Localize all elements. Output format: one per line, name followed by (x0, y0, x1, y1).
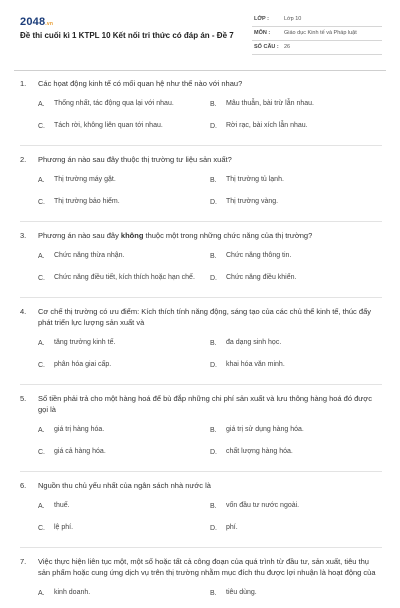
question-separator (20, 471, 382, 472)
option-letter: B. (210, 339, 217, 347)
option-letter: B. (210, 176, 217, 184)
option-letter: D. (210, 448, 217, 456)
option-text: kinh doanh. (54, 589, 91, 596)
question-number: 2. (20, 155, 27, 164)
answer-option[interactable] (38, 97, 210, 111)
option-text: Tách rời, không liên quan tới nhau. (54, 122, 163, 129)
answer-option[interactable] (38, 358, 210, 372)
answer-options (20, 249, 382, 293)
option-text: Chức năng điều tiết, kích thích hoặc hạn chế. (54, 274, 195, 281)
question-text (20, 480, 382, 491)
question-1 (0, 78, 400, 146)
option-letter: C. (38, 361, 45, 369)
answer-option[interactable] (38, 336, 210, 350)
page-header (0, 0, 400, 70)
question-body: Nguồn thu chủ yếu nhất của ngân sách nhà nước là (38, 481, 211, 490)
option-text: tiêu dùng. (226, 589, 257, 596)
option-letter: B. (210, 100, 217, 108)
meta-value: Lớp 10 (284, 16, 302, 22)
answer-options (20, 423, 382, 467)
option-letter: B. (210, 589, 217, 597)
option-letter: C. (38, 122, 45, 130)
option-letter: A. (38, 100, 45, 108)
option-letter: B. (210, 252, 217, 260)
question-text (20, 556, 382, 578)
question-text (20, 393, 382, 415)
answer-option[interactable] (38, 249, 210, 263)
option-text: Thị trường tủ lạnh. (226, 176, 284, 183)
option-text: Thị trường máy gặt. (54, 176, 116, 183)
option-text: Mâu thuẫn, bài trừ lẫn nhau. (226, 100, 314, 107)
answer-option[interactable] (38, 423, 210, 437)
answer-options (20, 173, 382, 217)
meta-row-class (252, 13, 382, 27)
option-letter: A. (38, 176, 45, 184)
meta-value: 26 (284, 44, 291, 50)
option-text: Thống nhất, tác động qua lại với nhau. (54, 100, 174, 107)
option-text: Chức năng thừa nhận. (54, 252, 125, 259)
question-body: Phương án nào sau đây thuộc thị trường tư liệu sản xuất? (38, 155, 232, 164)
option-text: vốn đầu tư nước ngoài. (226, 502, 300, 509)
question-number: 6. (20, 481, 27, 490)
answer-option[interactable] (210, 195, 382, 209)
option-text: Thị trường bảo hiểm. (54, 198, 120, 205)
option-letter: C. (38, 448, 45, 456)
option-text: phân hóa giai cấp. (54, 361, 112, 368)
option-letter: D. (210, 361, 217, 369)
option-letter: C. (38, 198, 45, 206)
answer-option[interactable] (38, 173, 210, 187)
question-text (20, 78, 382, 89)
option-letter: B. (210, 426, 217, 434)
meta-label: MÔN : (254, 30, 271, 36)
question-body: Các họat động kinh tế có mối quan hệ như thế nào với nhau? (38, 79, 243, 88)
question-7 (0, 556, 400, 608)
option-letter: D. (210, 198, 217, 206)
option-text: lệ phí. (54, 524, 74, 531)
answer-option[interactable] (210, 445, 382, 459)
option-text: chất lượng hàng hóa. (226, 448, 293, 455)
option-text: giá trị hàng hóa. (54, 426, 105, 433)
question-list (0, 78, 400, 608)
option-text: khai hóa văn minh. (226, 361, 285, 368)
question-6 (0, 480, 400, 548)
question-text (20, 306, 382, 328)
question-separator (20, 221, 382, 222)
option-letter: A. (38, 339, 45, 347)
answer-option[interactable] (38, 586, 210, 600)
answer-option[interactable] (210, 521, 382, 535)
option-text: phí. (226, 524, 238, 531)
answer-option[interactable] (210, 97, 382, 111)
option-letter: A. (38, 252, 45, 260)
answer-option[interactable] (38, 271, 210, 285)
question-3 (0, 230, 400, 298)
answer-option[interactable] (38, 119, 210, 133)
option-letter: A. (38, 502, 45, 510)
option-letter: A. (38, 589, 45, 597)
site-logo[interactable] (20, 16, 53, 28)
question-2 (0, 154, 400, 222)
option-text: Chức năng thông tin. (226, 252, 292, 259)
question-text (20, 230, 382, 241)
question-separator (20, 145, 382, 146)
answer-option[interactable] (38, 521, 210, 535)
answer-options (20, 97, 382, 141)
meta-row-count (252, 41, 382, 55)
question-body: Cơ chế thị trường có ưu điểm: Kích thích tính năng động, sáng tạo của các chủ thể kinh tế, thúc đẩy phát triển lực lượng sản xuất và (38, 307, 371, 327)
answer-option[interactable] (210, 173, 382, 187)
meta-label: LỚP : (254, 16, 269, 22)
question-separator (20, 297, 382, 298)
question-body: Việc thực hiện liên tục một, một số hoặc tất cả công đoạn của quá trình từ đầu tư, sản xuất, tiêu thụ sản phẩm hoặc cung ứng dịch vụ trên thị trường nhằm mục đích thu được lợi nhuận là hoạt động của (38, 557, 376, 577)
meta-label: SỐ CÂU : (254, 44, 279, 50)
answer-option[interactable] (210, 336, 382, 350)
answer-option[interactable] (210, 586, 382, 600)
question-number: 3. (20, 231, 27, 240)
question-separator (20, 547, 382, 548)
answer-option[interactable] (210, 119, 382, 133)
header-divider (14, 70, 386, 71)
logo-text: 2048 (20, 16, 46, 28)
question-number: 7. (20, 557, 27, 566)
exam-title: Đề thi cuối kì 1 KTPL 10 Kết nối tri thức có đáp án - Đề 7 (20, 31, 234, 40)
answer-option[interactable] (210, 249, 382, 263)
answer-options (20, 336, 382, 380)
option-text: Rời rạc, bài xích lẫn nhau. (226, 122, 308, 129)
answer-option[interactable] (38, 499, 210, 513)
option-text: giá trị sử dụng hàng hóa. (226, 426, 304, 433)
question-4 (0, 306, 400, 385)
answer-option[interactable] (38, 445, 210, 459)
meta-row-subject (252, 27, 382, 41)
answer-options (20, 586, 382, 608)
option-letter: C. (38, 524, 45, 532)
answer-options (20, 499, 382, 543)
question-number: 1. (20, 79, 27, 88)
option-text: tăng trưởng kinh tế. (54, 339, 116, 346)
option-letter: B. (210, 502, 217, 510)
option-letter: A. (38, 426, 45, 434)
option-text: thuế. (54, 502, 70, 509)
question-text (20, 154, 382, 165)
question-number: 5. (20, 394, 27, 403)
question-body: Số tiền phải trả cho một hàng hoá để bù đắp những chi phí sản xuất và lưu thông hàng hoá đó được gọi là (38, 394, 372, 414)
answer-option[interactable] (210, 271, 382, 285)
meta-value: Giáo dục Kinh tế và Pháp luật (284, 30, 357, 36)
option-text: Chức năng điều khiển. (226, 274, 297, 281)
option-letter: D. (210, 274, 217, 282)
option-text: giá cả hàng hóa. (54, 448, 106, 455)
question-separator (20, 384, 382, 385)
option-text: đa dạng sinh học. (226, 339, 282, 346)
logo-tld: .vn (45, 21, 54, 27)
question-body: Phương án nào sau đây không thuộc một trong những chức năng của thị trường? (38, 231, 313, 240)
question-number: 4. (20, 307, 27, 316)
option-letter: D. (210, 524, 217, 532)
answer-option[interactable] (210, 423, 382, 437)
option-text: Thị trường vàng. (226, 198, 279, 205)
exam-meta (252, 13, 382, 55)
question-5 (0, 393, 400, 472)
option-letter: D. (210, 122, 217, 130)
answer-option[interactable] (210, 358, 382, 372)
answer-option[interactable] (210, 499, 382, 513)
option-letter: C. (38, 274, 45, 282)
answer-option[interactable] (38, 195, 210, 209)
